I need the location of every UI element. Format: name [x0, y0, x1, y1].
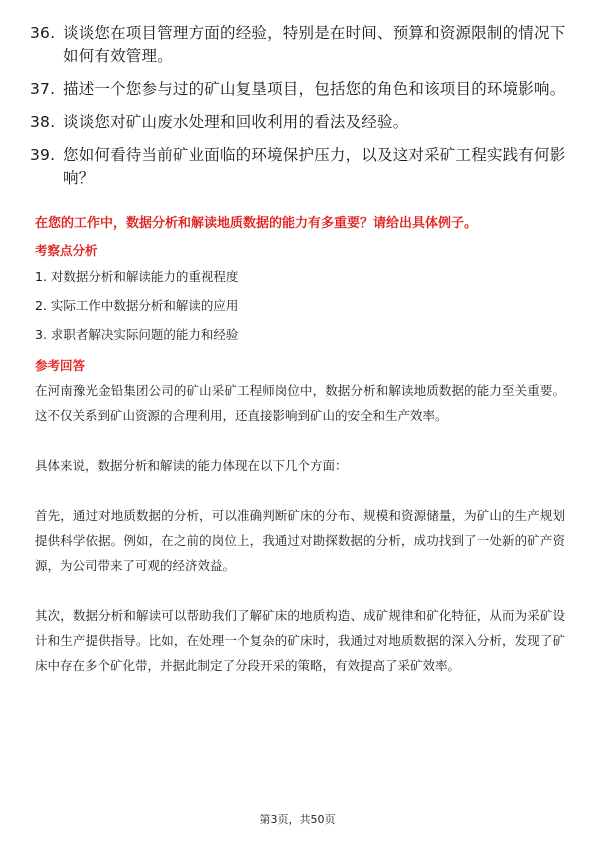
analysis-heading: 考察点分析 — [35, 243, 98, 258]
featured-question: 在您的工作中，数据分析和解读地质数据的能力有多重要？请给出具体例子。 — [35, 216, 478, 231]
answer-paragraph: 首先，通过对地质数据的分析，可以准确判断矿床的分布、规模和资源储量，为矿山的生产规划提供科学依据。例如，在之前的岗位上，我通过对勘探数据的分析，成功找到了一处新的矿产资源，为公司带来了可观的经济效益。 — [35, 508, 565, 573]
question-item — [30, 144, 570, 190]
answer-section — [35, 214, 565, 678]
question-item — [30, 78, 570, 101]
question-item — [30, 111, 570, 134]
answer-paragraph: 其次，数据分析和解读可以帮助我们了解矿床的地质构造、成矿规律和矿化特征，从而为采矿设计和生产提供指导。比如，在处理一个复杂的矿床时，我通过对地质数据的深入分析，发现了矿床中存在多个矿化带，并据此制定了分段开采的策略，有效提高了采矿效率。 — [35, 608, 565, 673]
analysis-point: 1. 对数据分析和解读能力的重视程度 — [35, 269, 239, 284]
analysis-point: 3. 求职者解决实际问题的能力和经验 — [35, 327, 239, 342]
question-list — [30, 22, 570, 200]
answer-heading: 参考回答 — [35, 358, 86, 373]
answer-paragraph: 具体来说，数据分析和解读的能力体现在以下几个方面： — [35, 458, 348, 473]
page-footer: 第3页，共50页 — [259, 813, 336, 826]
analysis-point: 2. 实际工作中数据分析和解读的应用 — [35, 298, 239, 313]
question-item — [30, 22, 570, 68]
answer-paragraph: 在河南豫光金铅集团公司的矿山采矿工程师岗位中，数据分析和解读地质数据的能力至关重要。这不仅关系到矿山资源的合理利用，还直接影响到矿山的安全和生产效率。 — [35, 383, 565, 423]
question-number: 36. — [30, 24, 56, 42]
question-text: 谈谈您在项目管理方面的经验，特别是在时间、预算和资源限制的情况下如何有效管理。 — [63, 24, 566, 65]
analysis-point-list — [35, 267, 565, 345]
question-number: 38. — [30, 113, 56, 131]
question-text: 您如何看待当前矿业面临的环境保护压力，以及这对采矿工程实践有何影响？ — [63, 146, 566, 187]
question-number: 39. — [30, 146, 56, 164]
question-text: 描述一个您参与过的矿山复垦项目，包括您的角色和该项目的环境影响。 — [63, 80, 566, 98]
question-text: 谈谈您对矿山废水处理和回收利用的看法及经验。 — [63, 113, 409, 131]
question-number: 37. — [30, 80, 56, 98]
